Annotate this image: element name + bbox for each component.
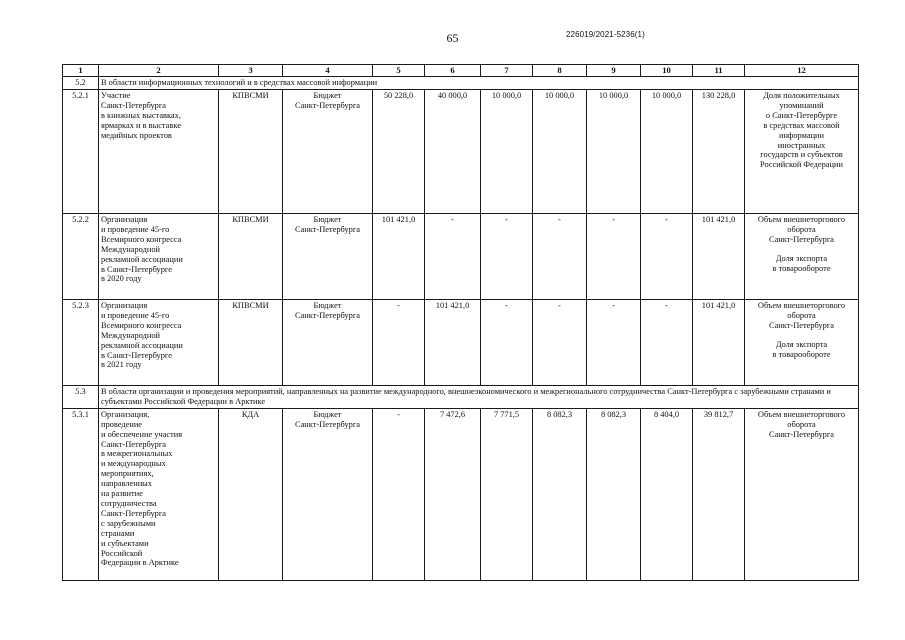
value-cell: 7 472,6: [425, 408, 481, 580]
item-name: Участие Санкт-Петербурга в книжных выставках, ярмарках и в выставке медийных проектов: [99, 90, 219, 214]
indicator: Объем внешнеторгового оборота Санкт-Петербурга Доля экспорта в товарообороте: [745, 214, 859, 300]
item-name: Организация и проведение 45-го Всемирного конгресса Международной рекламной ассоциации в Санкт-Петербурге в 2020 году: [99, 214, 219, 300]
value-cell: 101 421,0: [373, 214, 425, 300]
value-cell: -: [425, 214, 481, 300]
item-number: 5.2.3: [63, 300, 99, 386]
executor: КПВСМИ: [219, 90, 283, 214]
table-row: [63, 300, 859, 386]
value-cell: -: [587, 214, 641, 300]
value-cell: 10 000,0: [533, 90, 587, 214]
section-title: В области информационных технологий и в средствах массовой информации: [99, 77, 859, 90]
value-cell: -: [533, 214, 587, 300]
header-cell: 12: [745, 65, 859, 77]
item-number: 5.2.2: [63, 214, 99, 300]
document-code: 226019/2021-5236(1): [566, 30, 645, 39]
value-cell: 10 000,0: [481, 90, 533, 214]
value-cell: 8 404,0: [641, 408, 693, 580]
value-cell: 50 228,0: [373, 90, 425, 214]
value-cell: -: [481, 214, 533, 300]
section-number: 5.3: [63, 386, 99, 409]
value-cell: 7 771,5: [481, 408, 533, 580]
header-row: [63, 65, 859, 77]
total-cell: 101 421,0: [693, 214, 745, 300]
executor: КПВСМИ: [219, 214, 283, 300]
header-cell: 10: [641, 65, 693, 77]
value-cell: 10 000,0: [641, 90, 693, 214]
item-number: 5.2.1: [63, 90, 99, 214]
value-cell: 8 082,3: [587, 408, 641, 580]
value-cell: 8 082,3: [533, 408, 587, 580]
value-cell: -: [373, 300, 425, 386]
executor: КДА: [219, 408, 283, 580]
value-cell: 40 000,0: [425, 90, 481, 214]
value-cell: -: [587, 300, 641, 386]
header-cell: 3: [219, 65, 283, 77]
funding-source: Бюджет Санкт-Петербурга: [283, 300, 373, 386]
executor: КПВСМИ: [219, 300, 283, 386]
item-name: Организация, проведение и обеспечение участия Санкт-Петербурга в межрегиональных и международных мероприятиях, направленных на развитие сотрудничества Санкт-Петербурга с зарубежными странами и субъектами Российской Федерации в Арктике: [99, 408, 219, 580]
header-cell: 6: [425, 65, 481, 77]
header-cell: 2: [99, 65, 219, 77]
table-row: [63, 214, 859, 300]
program-table: [62, 64, 859, 581]
header-cell: 8: [533, 65, 587, 77]
total-cell: 39 812,7: [693, 408, 745, 580]
section-title: В области организации и проведения мероприятий, направленных на развитие международного, внешнеэкономического и межрегионального сотрудничества Санкт-Петербурга с зарубежными странами и субъектами Российской Федерации в Арктике: [99, 386, 859, 409]
item-name: Организация и проведение 45-го Всемирного конгресса Международной рекламной ассоциации в Санкт-Петербурге в 2021 году: [99, 300, 219, 386]
header-cell: 1: [63, 65, 99, 77]
funding-source: Бюджет Санкт-Петербурга: [283, 90, 373, 214]
header-cell: 7: [481, 65, 533, 77]
table-row: [63, 408, 859, 580]
value-cell: -: [481, 300, 533, 386]
total-cell: 130 228,0: [693, 90, 745, 214]
indicator: Объем внешнеторгового оборота Санкт-Петербурга Доля экспорта в товарообороте: [745, 300, 859, 386]
indicator: Доля положительных упоминаний о Санкт-Петербурге в средствах массовой информации иностранных государств и субъектов Российской Федерации: [745, 90, 859, 214]
header-cell: 11: [693, 65, 745, 77]
header-cell: 9: [587, 65, 641, 77]
total-cell: 101 421,0: [693, 300, 745, 386]
value-cell: -: [641, 214, 693, 300]
value-cell: 10 000,0: [587, 90, 641, 214]
header-cell: 4: [283, 65, 373, 77]
table-row: [63, 90, 859, 214]
funding-source: Бюджет Санкт-Петербурга: [283, 408, 373, 580]
section-number: 5.2: [63, 77, 99, 90]
page-number: 65: [446, 31, 459, 45]
funding-source: Бюджет Санкт-Петербурга: [283, 214, 373, 300]
section-row: [63, 77, 859, 90]
header-cell: 5: [373, 65, 425, 77]
indicator: Объем внешнеторгового оборота Санкт-Петербурга: [745, 408, 859, 580]
value-cell: -: [533, 300, 587, 386]
value-cell: -: [641, 300, 693, 386]
section-row: [63, 386, 859, 409]
value-cell: -: [373, 408, 425, 580]
value-cell: 101 421,0: [425, 300, 481, 386]
item-number: 5.3.1: [63, 408, 99, 580]
